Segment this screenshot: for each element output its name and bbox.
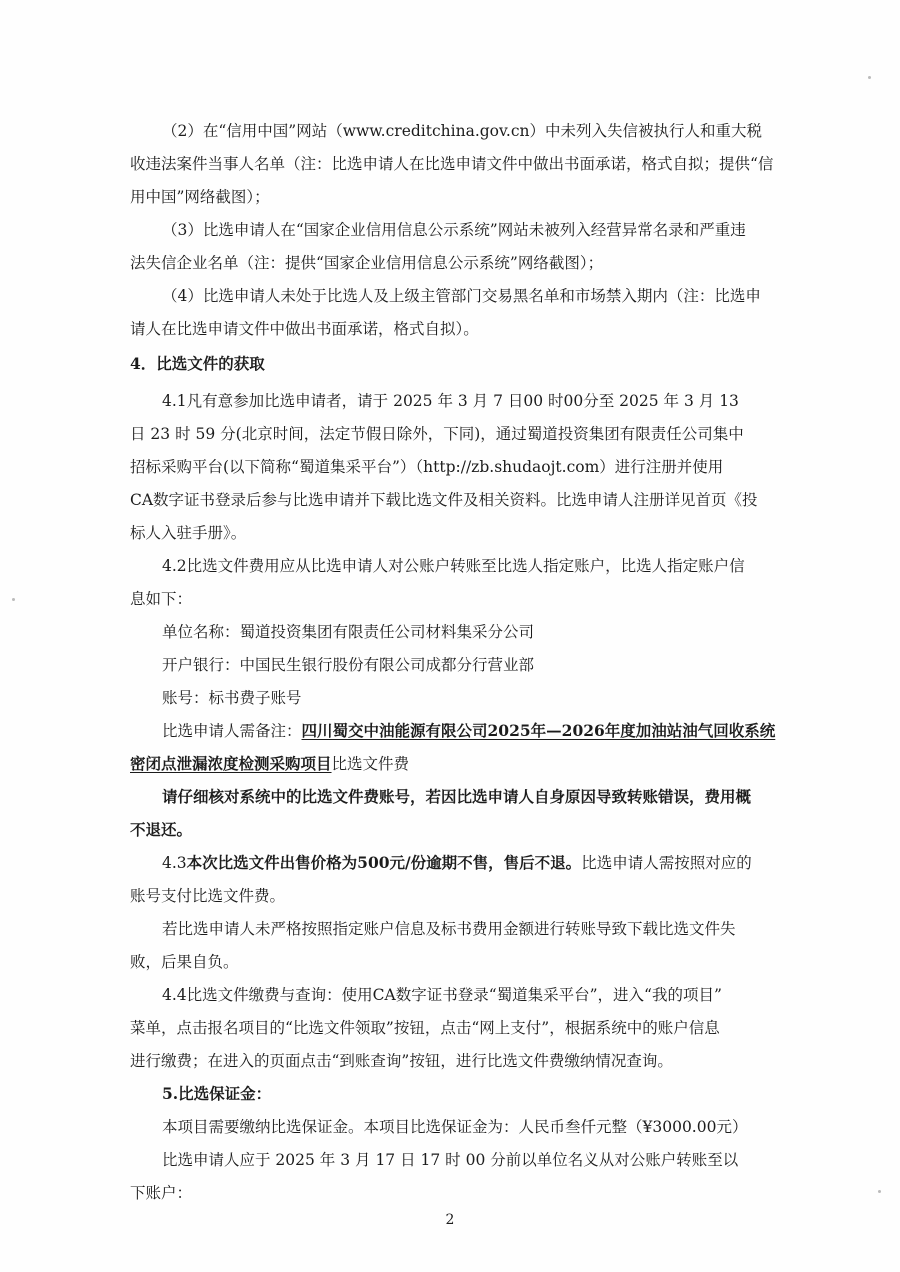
warning-line-1: 请仔细核对系统中的比选文件费账号，若因比选申请人自身原因导致转账错误，费用概 (162, 787, 752, 806)
para-3-line-2: 法失信企业名单（注：提供“国家企业信用信息公示系统”网络截图）； (130, 254, 604, 272)
remark-line-1 (0, 714, 900, 748)
para-4-2-line-2: 息如下： (130, 590, 193, 608)
account-bank: 开户银行：中国民生银行股份有限公司成都分行营业部 (162, 656, 535, 674)
para-4-4-line-1: 4.4比选文件缴费与查询：使用CA数字证书登录“蜀道集采平台”，进入“我的项目” (162, 986, 722, 1004)
account-unit-name: 单位名称：蜀道投资集团有限责任公司材料集采分公司 (162, 623, 535, 641)
para-5-line-1: 本项目需要缴纳比选保证金。本项目比选保证金为：人民币叁仟元整（¥3000.00元） (162, 1118, 748, 1136)
scan-speck (868, 76, 871, 79)
para-4-line-2: 请人在比选申请文件中做出书面承诺，格式自拟）。 (130, 320, 479, 338)
account-number: 账号：标书费子账号 (162, 689, 302, 707)
para-2-line-1: （2）在“信用中国”网站（www.creditchina.gov.cn）中未列入失信被执行人和重大税 (162, 122, 763, 140)
para-4-3-num: 4.3 (162, 854, 187, 872)
remark-suffix: 比选文件费 (331, 755, 410, 773)
para-4-1-line-2: 日 23 时 59 分(北京时间，法定节假日除外，下同)，通过蜀道投资集团有限责任公司集中 (130, 425, 744, 443)
scan-speck (12, 598, 15, 601)
para-4-2-line-1: 4.2比选文件费用应从比选申请人对公账户转账至比选人指定账户，比选人指定账户信 (162, 557, 745, 575)
para-4-3b-line-1: 若比选申请人未严格按照指定账户信息及标书费用金额进行转账导致下载比选文件失 (162, 920, 736, 938)
para-5b-line-2: 下账户： (130, 1184, 193, 1202)
remark-prefix: 比选申请人需备注： (162, 722, 302, 740)
section-5-heading: 5.比选保证金： (162, 1084, 272, 1103)
remark-project-name-cont: 密闭点泄漏浓度检测采购项目 (130, 754, 332, 773)
para-4-1-line-4: CA数字证书登录后参与比选申请并下载比选文件及相关资料。比选申请人注册详见首页《投 (130, 491, 758, 509)
remark-line-2 (0, 747, 900, 781)
warning-line-2: 不退还。 (130, 820, 193, 839)
para-4-1-line-3: 招标采购平台(以下简称“蜀道集采平台”）（http://zb.shudaojt.com）进行注册并使用 (130, 458, 724, 476)
para-4-4-line-2: 菜单，点击报名项目的“比选文件领取”按钮，点击“网上支付”，根据系统中的账户信息 (130, 1019, 720, 1037)
para-4-3b-line-2: 败，后果自负。 (130, 953, 239, 971)
section-4-heading: 4．比选文件的获取 (130, 354, 265, 373)
para-3-line-1: （3）比选申请人在“国家企业信用信息公示系统”网站未被列入经营异常名录和严重违 (162, 221, 746, 239)
para-4-1-line-1: 4.1凡有意参加比选申请者，请于 2025 年 3 月 7 日00 时00分至 2025 年 3 月 13 (162, 392, 739, 410)
remark-project-name: 四川蜀交中油能源有限公司2025年—2026年度加油站油气回收系统 (301, 721, 776, 740)
para-4-3-line-2: 账号支付比选文件费。 (130, 887, 286, 905)
para-4-line-1: （4）比选申请人未处于比选人及上级主管部门交易黑名单和市场禁入期内（注：比选申 (162, 287, 761, 305)
para-4-4-line-3: 进行缴费；在进入的页面点击“到账查询”按钮，进行比选文件费缴纳情况查询。 (130, 1052, 673, 1070)
para-4-3-line-1 (0, 846, 900, 880)
para-2-line-2: 收违法案件当事人名单（注：比选申请人在比选申请文件中做出书面承诺，格式自拟；提供“信 (130, 155, 774, 173)
para-4-3-rest: 比选申请人需按照对应的 (581, 854, 752, 872)
para-2-line-3: 用中国”网络截图）； (130, 188, 270, 206)
page-number: 2 (445, 1212, 455, 1228)
scan-speck (878, 1190, 881, 1193)
para-4-1-line-5: 标人入驻手册》。 (130, 524, 247, 542)
para-5b-line-1: 比选申请人应于 2025 年 3 月 17 日 17 时 00 分前以单位名义从对公账户转账至以 (162, 1151, 739, 1169)
para-4-3-price: 本次比选文件出售价格为500元/份逾期不售，售后不退。 (186, 853, 582, 872)
